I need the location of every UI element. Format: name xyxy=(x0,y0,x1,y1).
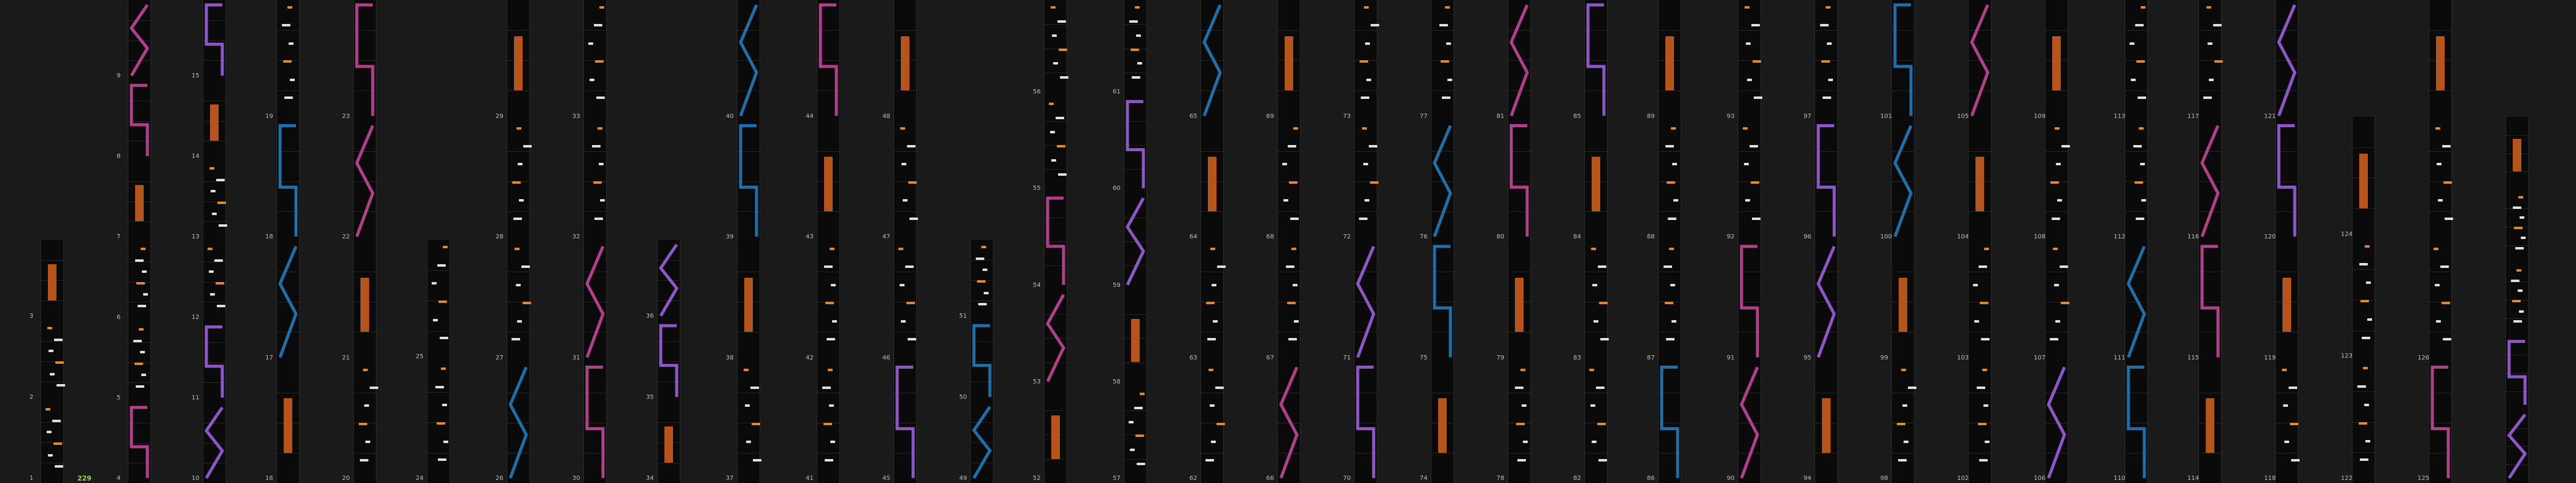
measure-number: 67 xyxy=(1266,354,1274,361)
measure-number: 13 xyxy=(192,234,200,240)
measure-number: 46 xyxy=(882,354,890,361)
slide-path xyxy=(206,5,222,76)
slide-path xyxy=(2128,367,2144,479)
measure-number: 21 xyxy=(342,354,350,361)
measure-number: 63 xyxy=(1189,354,1197,361)
slide-path xyxy=(206,407,222,478)
measure-number: 101 xyxy=(1880,112,1893,120)
measure-number: 78 xyxy=(1496,475,1504,482)
measure-number: 2 xyxy=(29,394,34,401)
measure-number: 31 xyxy=(572,354,580,361)
slide-path xyxy=(280,126,296,237)
measure-number: 47 xyxy=(882,234,890,240)
measure-number: 15 xyxy=(192,73,200,79)
measure-number: 84 xyxy=(1573,234,1581,240)
slide-path xyxy=(2509,342,2525,405)
measure-number: 56 xyxy=(1033,88,1041,96)
measure-number: 107 xyxy=(2034,354,2046,361)
slide-path xyxy=(741,126,757,237)
measure-number: 86 xyxy=(1647,475,1655,482)
measure-number: 70 xyxy=(1343,475,1351,482)
measure-number: 88 xyxy=(1647,234,1655,240)
measure-number: 25 xyxy=(416,353,424,360)
measure-number: 42 xyxy=(806,354,814,361)
slide-path xyxy=(741,5,757,116)
measure-number: 75 xyxy=(1420,354,1428,361)
measure-number: 1 xyxy=(29,475,34,482)
measure-number: 36 xyxy=(646,313,654,320)
measure-number: 43 xyxy=(806,234,814,240)
slide-path xyxy=(357,126,373,237)
slide-path xyxy=(1434,126,1450,237)
combo-total: 229 xyxy=(77,474,91,482)
measure-number: 30 xyxy=(572,475,580,482)
measure-number: 61 xyxy=(1113,88,1121,96)
measure-number: 33 xyxy=(572,112,580,120)
measure-number: 74 xyxy=(1420,475,1428,482)
measure-number: 7 xyxy=(117,234,121,240)
measure-number: 80 xyxy=(1496,234,1504,240)
measure-number: 12 xyxy=(192,314,200,321)
measure-number: 44 xyxy=(806,112,814,120)
measure-number: 45 xyxy=(882,475,890,482)
slide-path xyxy=(661,245,677,316)
measure-number: 105 xyxy=(1957,112,1969,120)
measure-number: 93 xyxy=(1727,112,1735,120)
measure-number: 65 xyxy=(1189,112,1197,120)
slide-path xyxy=(1281,367,1297,479)
measure-number: 53 xyxy=(1033,378,1041,385)
measure-number: 116 xyxy=(2187,234,2200,240)
measure-number: 32 xyxy=(572,234,580,240)
slide-path xyxy=(1511,5,1527,116)
measure-number: 90 xyxy=(1727,475,1735,482)
measure-number: 69 xyxy=(1266,112,1274,120)
measure-number: 81 xyxy=(1496,112,1504,120)
measure-number: 126 xyxy=(2418,354,2430,361)
slide-path xyxy=(1588,5,1604,116)
slide-path xyxy=(974,407,990,478)
slide-path xyxy=(2279,126,2295,237)
slide-path xyxy=(2279,5,2295,116)
measure-number: 98 xyxy=(1880,475,1888,482)
measure-number: 62 xyxy=(1189,475,1197,482)
slide-path xyxy=(131,5,147,76)
measure-number: 10 xyxy=(192,475,200,482)
slide-path xyxy=(280,246,296,358)
measure-number: 85 xyxy=(1573,112,1581,120)
slide-path xyxy=(1127,198,1143,285)
measure-number: 27 xyxy=(496,354,504,361)
slide-path xyxy=(1895,126,1911,237)
measure-number: 41 xyxy=(806,475,814,482)
measure-number: 66 xyxy=(1266,475,1274,482)
slide-path xyxy=(1895,5,1911,116)
measure-number: 76 xyxy=(1420,234,1428,240)
slide-path xyxy=(2432,367,2448,479)
measure-number: 71 xyxy=(1343,354,1351,361)
measure-number: 103 xyxy=(1957,354,1969,361)
measure-number: 99 xyxy=(1880,354,1888,361)
slide-path xyxy=(2509,415,2525,478)
measure-number: 19 xyxy=(265,112,273,120)
slide-path xyxy=(587,367,603,479)
measure-number: 114 xyxy=(2187,475,2200,482)
measure-number: 73 xyxy=(1343,112,1351,120)
measure-number: 109 xyxy=(2034,112,2046,120)
measure-number: 115 xyxy=(2187,354,2200,361)
measure-number: 35 xyxy=(646,394,654,401)
slide-path xyxy=(2202,246,2218,358)
slide-path xyxy=(206,327,222,398)
measure-number: 94 xyxy=(1804,475,1811,482)
measure-number: 110 xyxy=(2114,475,2126,482)
measure-number: 24 xyxy=(416,475,424,482)
slide-path xyxy=(1358,367,1374,479)
measure-number: 79 xyxy=(1496,354,1504,361)
measure-number: 82 xyxy=(1573,475,1581,482)
measure-number: 119 xyxy=(2264,354,2276,361)
measure-number: 54 xyxy=(1033,281,1041,289)
slide-path xyxy=(587,246,603,358)
measure-number: 57 xyxy=(1113,475,1121,482)
slide-path xyxy=(131,85,147,156)
slide-path xyxy=(357,5,373,116)
measure-number: 59 xyxy=(1113,281,1121,289)
measure-number: 52 xyxy=(1033,475,1041,482)
measure-number: 5 xyxy=(117,395,121,401)
slide-path xyxy=(1048,295,1064,382)
slide-path xyxy=(131,407,147,478)
measure-number: 3 xyxy=(29,313,34,320)
measure-number: 106 xyxy=(2034,475,2046,482)
measure-number: 28 xyxy=(496,234,504,240)
measure-number: 23 xyxy=(342,112,350,120)
measure-number: 68 xyxy=(1266,234,1274,240)
measure-number: 49 xyxy=(959,475,967,482)
slide-path xyxy=(1741,367,1757,479)
measure-number: 77 xyxy=(1420,112,1428,120)
measure-number: 17 xyxy=(265,354,273,361)
measure-number: 112 xyxy=(2114,234,2126,240)
measure-number: 117 xyxy=(2187,112,2200,120)
slide-path xyxy=(1741,246,1757,358)
measure-number: 125 xyxy=(2418,475,2430,482)
measure-number: 6 xyxy=(117,314,121,321)
measure-number: 16 xyxy=(265,475,273,482)
slide-path xyxy=(661,326,677,397)
slide-path xyxy=(820,5,836,116)
measure-number: 102 xyxy=(1957,475,1969,482)
measure-number: 8 xyxy=(117,153,121,160)
measure-number: 89 xyxy=(1647,112,1655,120)
slide-path xyxy=(1204,5,1220,116)
slide-path xyxy=(974,326,990,397)
measure-number: 55 xyxy=(1033,185,1041,192)
measure-number: 108 xyxy=(2034,234,2046,240)
measure-number: 26 xyxy=(496,475,504,482)
measure-number: 118 xyxy=(2264,475,2276,482)
measure-number: 122 xyxy=(2341,475,2353,482)
slide-path xyxy=(1434,246,1450,358)
slide-path xyxy=(2049,367,2064,479)
measure-number: 60 xyxy=(1113,185,1121,192)
measure-number: 104 xyxy=(1957,234,1969,240)
measure-number: 18 xyxy=(265,234,273,240)
slide-path xyxy=(1818,126,1834,237)
measure-number: 95 xyxy=(1804,354,1811,361)
slide-path xyxy=(1662,367,1678,479)
measure-number: 83 xyxy=(1573,354,1581,361)
measure-number: 39 xyxy=(726,234,734,240)
slide-path xyxy=(1127,101,1143,188)
slide-path xyxy=(1358,246,1374,358)
measure-number: 9 xyxy=(117,73,121,79)
measure-number: 51 xyxy=(959,313,967,320)
measure-number: 20 xyxy=(342,475,350,482)
measure-number: 120 xyxy=(2264,234,2276,240)
measure-number: 4 xyxy=(117,475,121,482)
slide-path xyxy=(1972,5,1988,116)
measure-number: 72 xyxy=(1343,234,1351,240)
measure-number: 92 xyxy=(1727,234,1735,240)
measure-number: 97 xyxy=(1804,112,1811,120)
slide-path xyxy=(1511,126,1527,237)
measure-number: 37 xyxy=(726,475,734,482)
measure-number: 121 xyxy=(2264,112,2276,120)
measure-number: 124 xyxy=(2341,230,2353,238)
measure-number: 111 xyxy=(2114,354,2126,361)
measure-number: 58 xyxy=(1113,378,1121,385)
measure-number: 91 xyxy=(1727,354,1735,361)
measure-number: 14 xyxy=(192,153,200,160)
measure-number: 113 xyxy=(2114,112,2126,120)
measure-number: 50 xyxy=(959,394,967,401)
slide-path xyxy=(2128,246,2144,358)
slide-path xyxy=(510,367,526,479)
measure-number: 29 xyxy=(496,112,504,120)
slide-path xyxy=(897,367,913,479)
slide-path xyxy=(2202,126,2218,237)
measure-number: 11 xyxy=(192,395,200,401)
slide-path xyxy=(1048,198,1064,285)
measure-number: 64 xyxy=(1189,234,1197,240)
measure-number: 40 xyxy=(726,112,734,120)
measure-number: 87 xyxy=(1647,354,1655,361)
measure-number: 38 xyxy=(726,354,734,361)
measure-number: 96 xyxy=(1804,234,1811,240)
measure-number: 22 xyxy=(342,234,350,240)
measure-number: 48 xyxy=(882,112,890,120)
measure-number: 100 xyxy=(1880,234,1893,240)
slide-path xyxy=(1818,246,1834,358)
measure-number: 123 xyxy=(2341,353,2353,360)
measure-number: 34 xyxy=(646,475,654,482)
